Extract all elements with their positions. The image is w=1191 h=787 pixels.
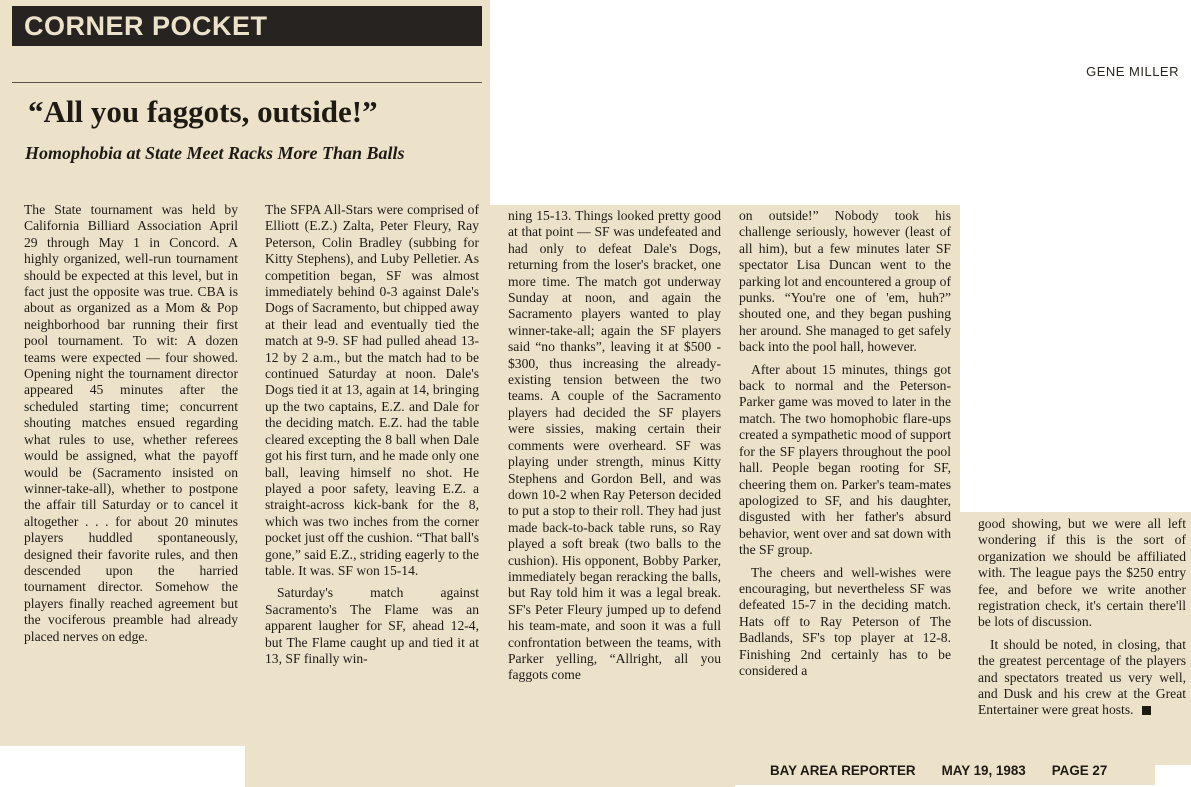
article-column-4 [739,208,951,756]
paragraph: Saturday's match against Sacramento's The Flame was an apparent laugher for SF, ahead 12-4, but The Flame caught up and tied it at 13, SF finally win- [265,585,479,666]
byline: GENE MILLER [1086,64,1179,79]
paragraph: ning 15-13. Things looked pretty good at that point — SF was undefeated and had only to defeat Dale's Dogs, returning from the loser's bracket, one more time. The match got underway Sunday at noon, and again the Sacramento players wanted to play winner-take-all; again the SF players said “no thanks”, leaving it at $500 - $300, thus increasing the already-existing tension between the two teams. A couple of the Sacramento players had decided the SF players were sissies, making certain their comments were overheard. SF was playing under strength, minus Kitty Stephens and Gordon Bell, and was down 10-2 when Ray Peterson decided to put a stop to their roll. They had just made back-to-back table runs, so Ray played a soft break (two balls to the cushion). His opponent, Bobby Parker, immediately began reracking the balls, but Ray told him it was a legal break. SF's Peter Fleury jumped up to defend his team-mate, and soon it was a full confrontation between the teams, with Parker yelling, “Allright, all you faggots come [508,208,721,683]
page-number: PAGE 27 [1051,763,1108,778]
byline-rule [12,82,482,83]
section-banner: CORNER POCKET [12,6,482,46]
closing-paragraph-text: It should be noted, in closing, that the greatest percentage of the players and spectators treated us very well, and Dusk and his crew at the Great Entertainer were great hosts. [978,636,1186,718]
issue-date: MAY 19, 1983 [941,763,1026,778]
page-footer [770,763,1155,778]
article-column-5 [978,516,1186,760]
paragraph: on outside!” Nobody took his challenge seriously, however (least of all him), but a few minutes later SF spectator Lisa Duncan went to the parking lot and encountered a group of punks. “You're one of 'em, huh?” shouted one, and they began pushing her around. She managed to get safely back into the pool hall, however. [739,208,951,355]
article-column-2 [265,202,479,784]
paragraph: The SFPA All-Stars were comprised of Elliott (E.Z.) Zalta, Peter Fleury, Ray Peterson, Colin Bradley (subbing for Kitty Stephens), and Luby Pelletier. As competition began, SF was almost immediately behind 0-3 against Dale's Dogs of Sacramento, but chipped away at their lead and eventually tied the match at 9-9. SF had pulled ahead 13-12 by 2 a.m., but the match had to be continued Saturday at noon. Dale's Dogs tied it at 13, again at 14, bringing up the two captains, E.Z. and Dale for the deciding match. E.Z. had the table cleared excepting the 8 ball when Dale got his first turn, and he made only one ball, leaving himself no shot. He played a poor safety, leaving E.Z. a straight-across kick-bank for the 8, which was two inches from the corner pocket just off the cushion. “That ball's gone,” said E.Z., striding eagerly to the table. It was. SF won 15-14. [265,202,479,578]
paragraph: good showing, but we were all left wondering if this is the sort of organization we should be affiliated with. The league pays the $250 entry fee, and before we write another registration check, it's certain there'll be lots of discussion. [978,516,1186,630]
paragraph: The cheers and well-wishes were encouraging, but nevertheless SF was defeated 15-7 in the deciding match. Hats off to Ray Peterson of The Badlands, SF's top player at 12-8. Finishing 2nd certainly has to be considered a [739,564,951,678]
subheadline: Homophobia at State Meet Racks More Than Balls [25,143,405,163]
headline: “All you faggots, outside!” [28,94,378,129]
article-column-1 [24,202,238,744]
article-column-3 [508,208,721,786]
newspaper-name: BAY AREA REPORTER [770,763,916,778]
end-mark-icon [1142,706,1151,715]
paragraph: The State tournament was held by California Billiard Association April 29 through May 1 in Concord. A highly organized, well-run tournament should be expected at this level, but in fact just the opposite was true. CBA is about as organized as a Mom & Pop neighborhood bar running their first pool tournament. To wit: A dozen teams were expected — four showed. Opening night the tournament director appeared 45 minutes after the scheduled starting time; concurrent shouting matches ensued regarding what rules to use, whether referees would be assigned, what the payoff would be (Sacramento insisted on winner-take-all), whether to postpone the affair till Saturday or to cancel it altogether . . . for about 20 minutes players huddled spontaneously, designed their favorite rules, and then descended upon the harried tournament director. Somehow the players finally reached agreement but the vociferous preamble had already placed nerves on edge. [24,202,238,644]
paragraph: After about 15 minutes, things got back to normal and the Peterson-Parker game was moved to later in the match. The two homophobic flare-ups created a sympathetic mood of support for the SF players throughout the pool hall. People began rooting for SF, cheering them on. Parker's team-mates apologized to SF, and his daughter, disgusted with her father's absurd behavior, went over and sat down with the SF group. [739,361,951,558]
paragraph [978,637,1186,719]
